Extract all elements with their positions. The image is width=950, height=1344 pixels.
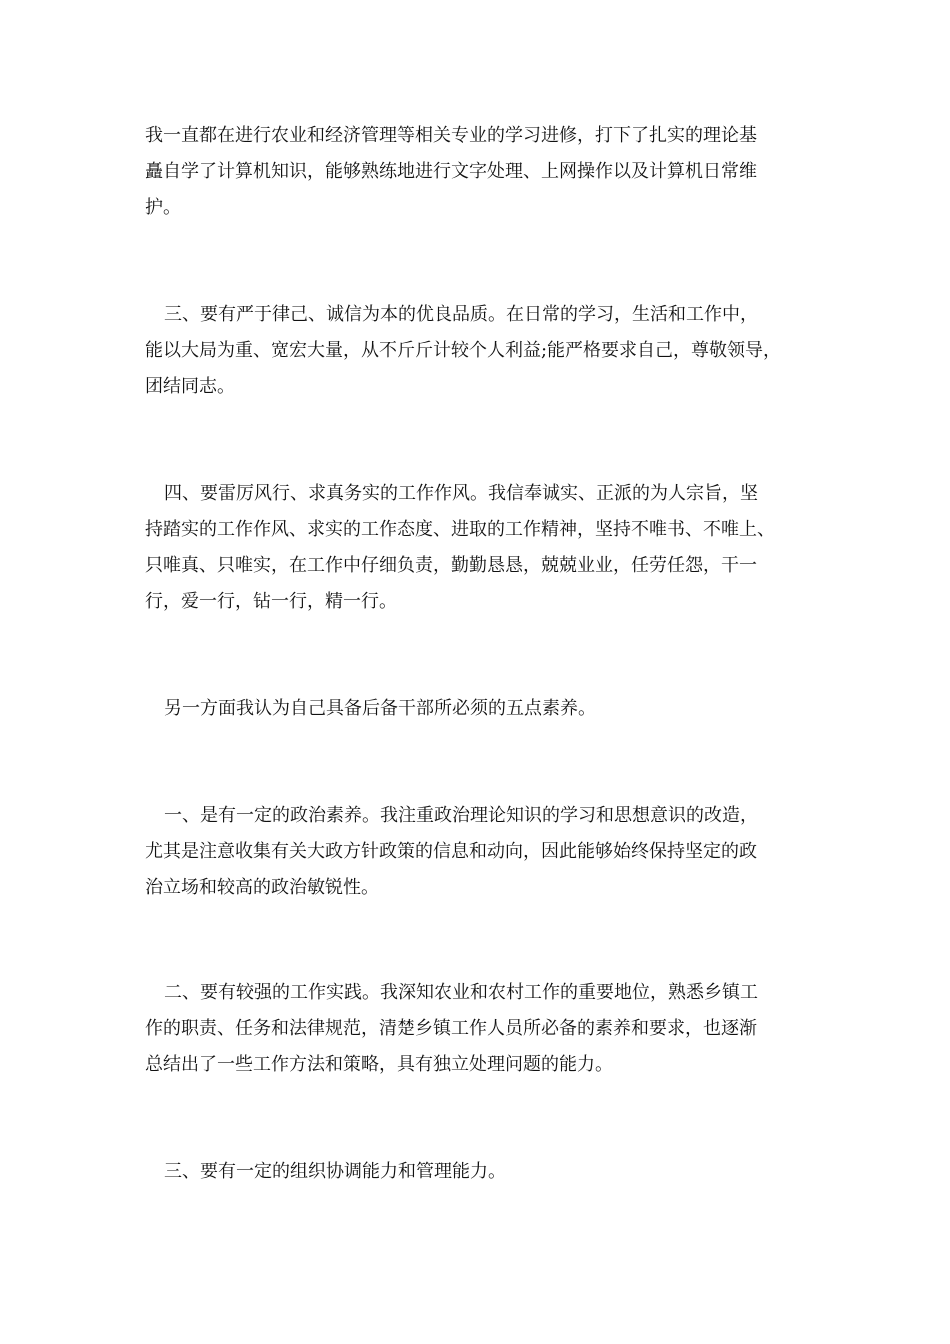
text-line: 另一方面我认为自己具备后备干部所必须的五点素养。 (164, 698, 596, 719)
text-line: 二、要有较强的工作实践。我深知农业和农村工作的重要地位，熟悉乡镇工 (164, 982, 758, 1003)
text-line: 矗自学了计算机知识，能够熟练地进行文字处理、上网操作以及计算机日常维 (145, 161, 757, 182)
text-line: 总结出了一些工作方法和策略，具有独立处理问题的能力。 (145, 1054, 613, 1075)
paragraph-study-background (145, 118, 817, 226)
paragraph-five-qualities-intro (145, 691, 817, 727)
text-line: 尤其是注意收集有关大政方针政策的信息和动向，因此能够始终保持坚定的政 (145, 841, 757, 862)
text-line: 三、要有严于律己、诚信为本的优良品质。在日常的学习，生活和工作中， (164, 304, 758, 325)
paragraph-quality-one-political (145, 798, 817, 906)
text-line: 持踏实的工作作风、求实的工作态度、进取的工作精神，坚持不唯书、不唯上、 (145, 519, 775, 540)
paragraph-quality-two-practice (145, 975, 817, 1083)
text-line: 作的职责、任务和法律规范，清楚乡镇工作人员所必备的素养和要求，也逐渐 (145, 1018, 757, 1039)
text-line: 治立场和较高的政治敏锐性。 (145, 877, 379, 898)
text-line: 四、要雷厉风行、求真务实的工作作风。我信奉诚实、正派的为人宗旨，坚 (164, 483, 758, 504)
text-line: 只唯真、只唯实，在工作中仔细负责，勤勤恳恳，兢兢业业，任劳任怨，干一 (145, 555, 757, 576)
text-line: 一、是有一定的政治素养。我注重政治理论知识的学习和思想意识的改造， (164, 805, 758, 826)
text-line: 行，爱一行，钻一行，精一行。 (145, 591, 397, 612)
text-line: 三、要有一定的组织协调能力和管理能力。 (164, 1161, 506, 1182)
text-line: 能以大局为重、宽宏大量，从不斤斤计较个人利益;能严格要求自己，尊敬领导， (145, 340, 782, 361)
text-line: 护。 (145, 197, 181, 218)
text-line: 团结同志。 (145, 376, 235, 397)
paragraph-point-four-work-style (145, 476, 817, 620)
text-line: 我一直都在进行农业和经济管理等相关专业的学习进修，打下了扎实的理论基 (145, 125, 757, 146)
paragraph-point-three-integrity (145, 297, 817, 405)
paragraph-quality-three-organization (145, 1154, 817, 1190)
